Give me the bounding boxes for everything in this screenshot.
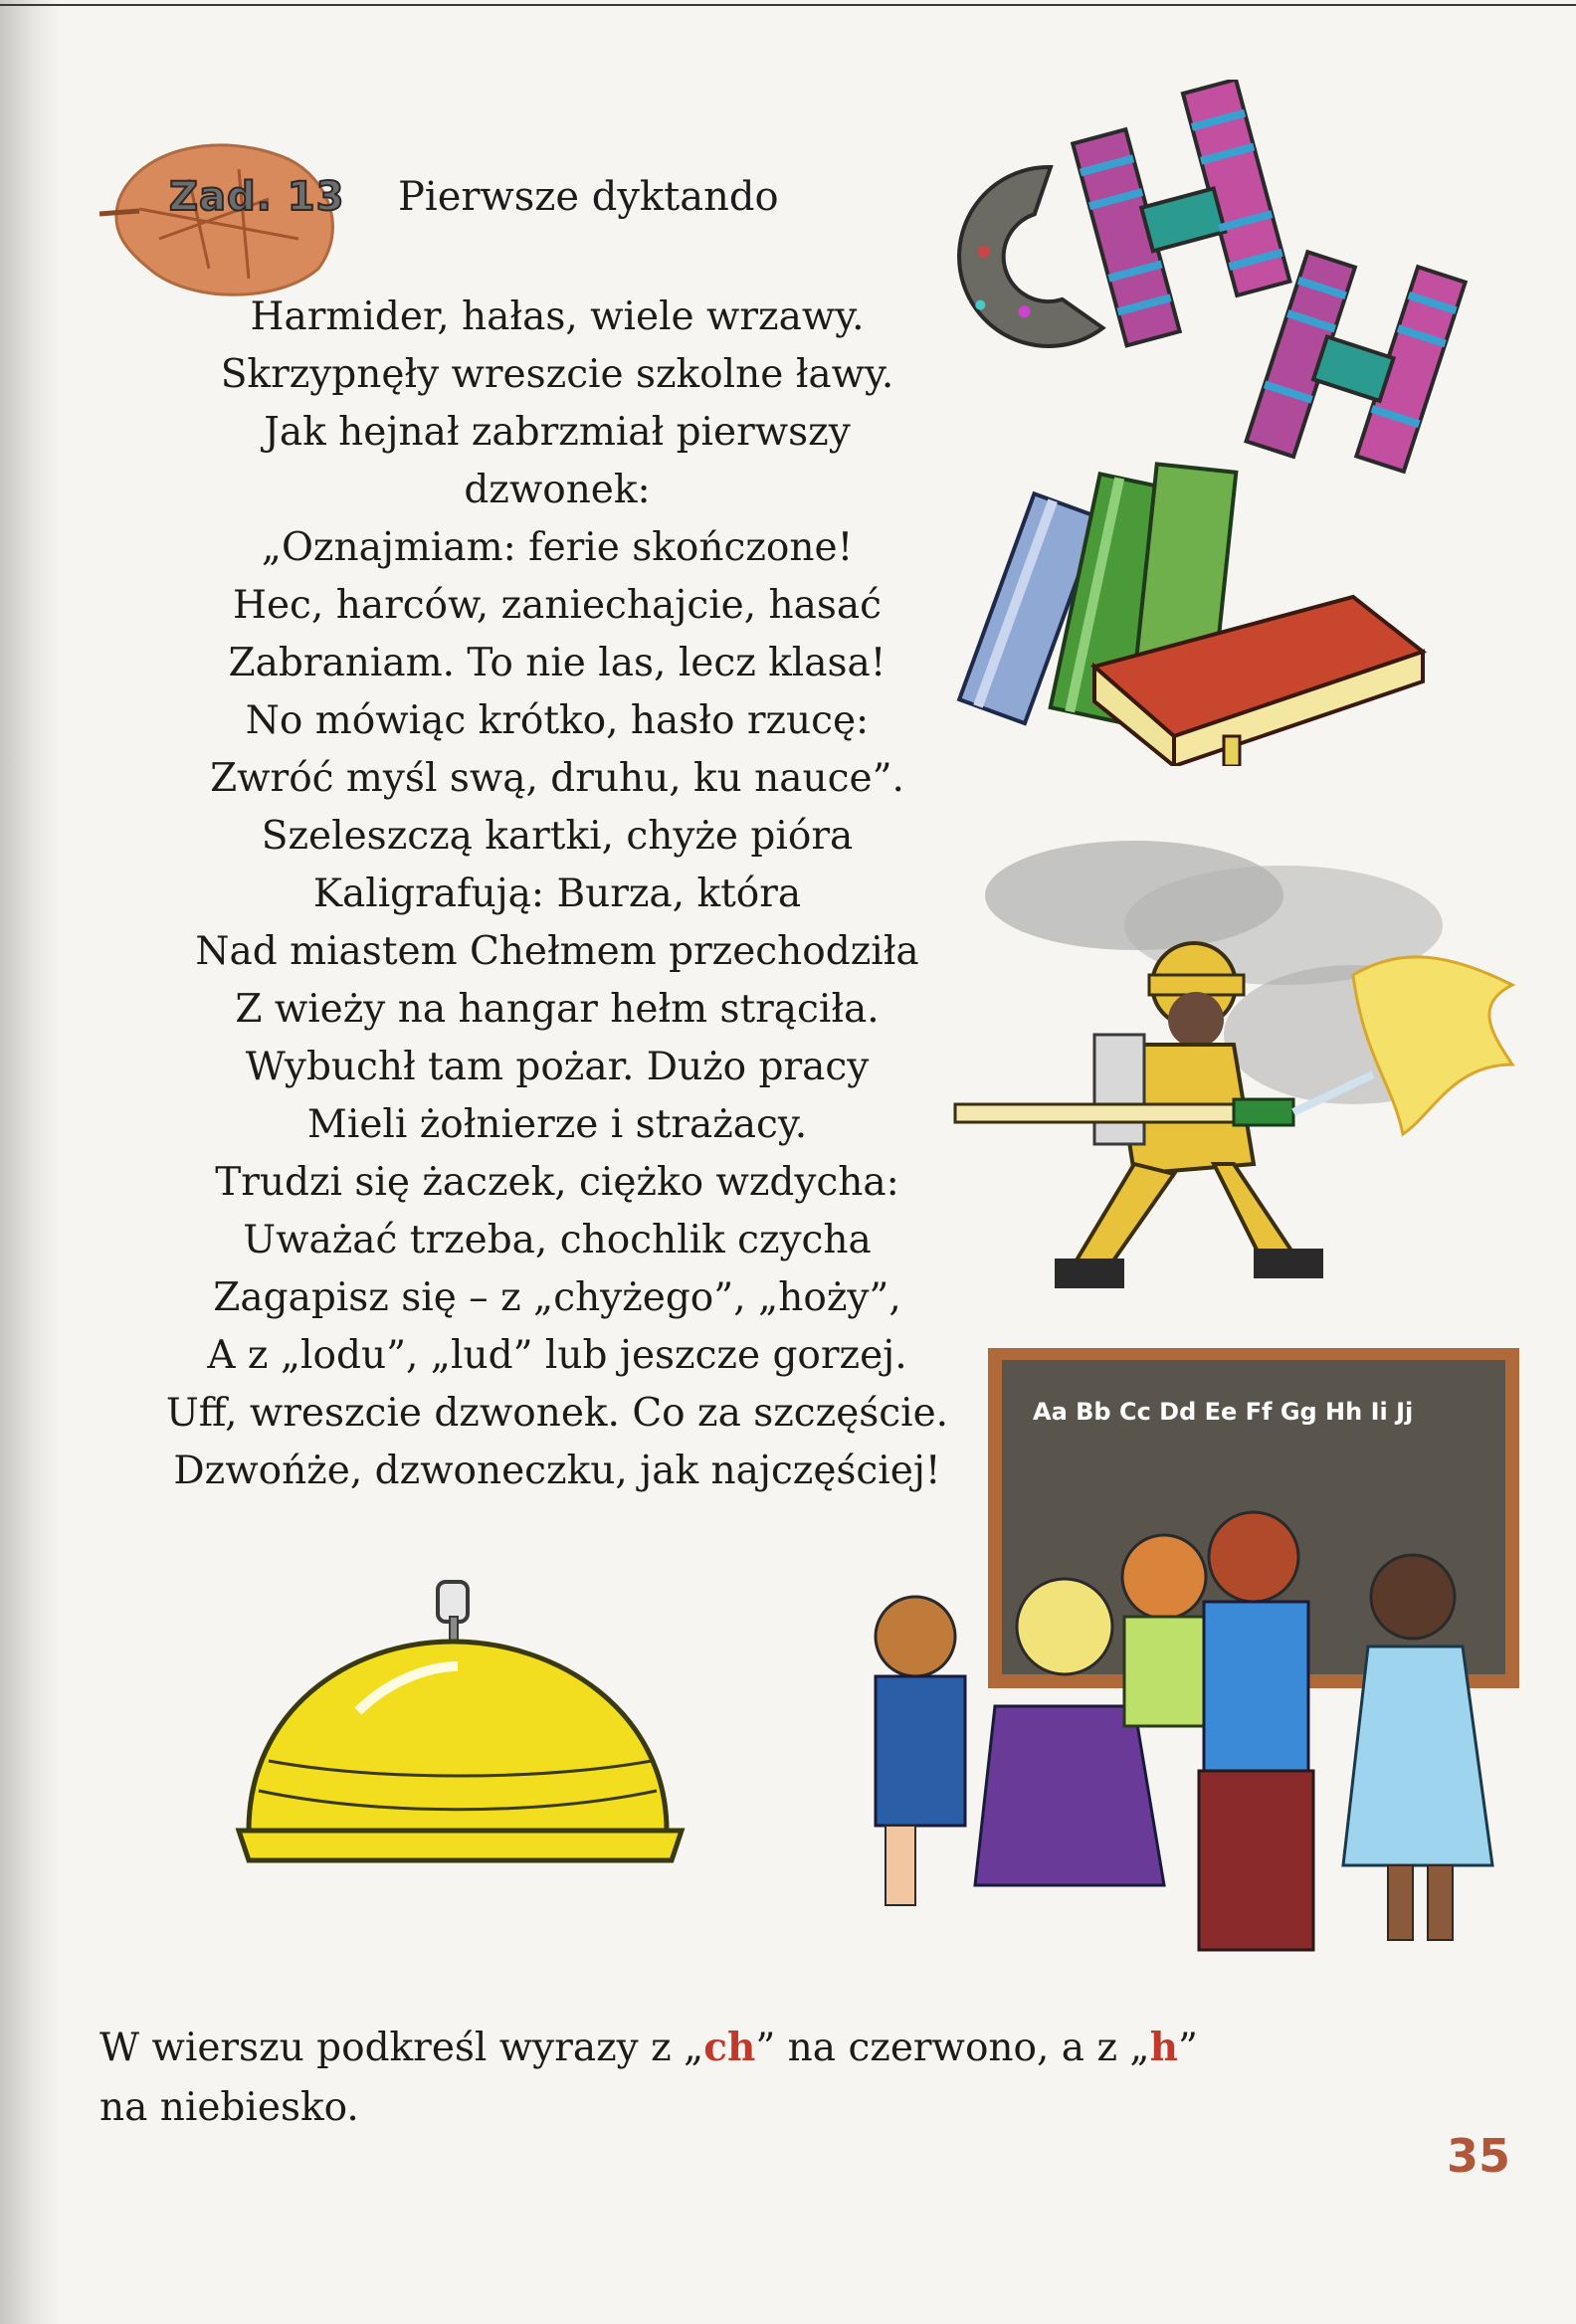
page-edge-shadow	[0, 0, 60, 2324]
instruction-h: h	[1149, 2025, 1178, 2070]
desk-bell-illustration	[229, 1562, 696, 1890]
poem-line: dzwonek:	[464, 468, 651, 512]
poem	[119, 289, 995, 1500]
instruction-ch: ch	[703, 2025, 756, 2070]
task-title: Pierwsze dyktando	[398, 174, 779, 220]
poem-line: Kaligrafują: Burza, która	[312, 872, 802, 916]
poem-line: Wybuchł tam pożar. Dużo pracy	[245, 1045, 870, 1089]
poem-line: No mówiąc krótko, hasło rzucę:	[245, 698, 870, 743]
books-illustration	[925, 438, 1443, 766]
poem-line: Skrzypnęły wreszcie szkolne ławy.	[220, 352, 894, 397]
instruction-text-4: na niebiesko.	[99, 2085, 359, 2130]
poem-line: „Oznajmiam: ferie skończone!	[261, 525, 854, 570]
poem-line: Trudzi się żaczek, ciężko wzdycha:	[215, 1160, 899, 1205]
page-number: 35	[1446, 2129, 1510, 2183]
poem-line: Mieli żołnierze i strażacy.	[306, 1102, 808, 1147]
poem-line: Uważać trzeba, chochlik czycha	[243, 1218, 872, 1262]
instruction-text-3: ”	[1177, 2026, 1198, 2070]
task-header	[99, 119, 816, 308]
poem-line: Zabraniam. To nie las, lecz klasa!	[228, 641, 886, 685]
instruction	[99, 2018, 1393, 2138]
poem-line: Szeleszczą kartki, chyże pióra	[261, 814, 854, 859]
poem-line: A z „lodu”, „lud” lub jeszcze gorzej.	[207, 1333, 907, 1378]
blackboard-children-illustration	[816, 1348, 1522, 1985]
top-border	[0, 4, 1576, 6]
firefighter-illustration	[935, 836, 1522, 1313]
task-number-badge: Zad. 13	[169, 174, 345, 220]
poem-line: Nad miastem Chełmem przechodziła	[195, 929, 919, 974]
poem-line: Z wieży na hangar hełm strąciła.	[235, 987, 880, 1032]
blackboard-alphabet: Aa Bb Cc Dd Ee Ff Gg Hh Ii Jj	[1033, 1398, 1414, 1426]
poem-line: Hec, harców, zaniechajcie, hasać	[232, 583, 883, 628]
poem-line: Dzwońże, dzwoneczku, jak najczęściej!	[173, 1449, 941, 1493]
poem-line: Zagapisz się – z „chyżego”, „hoży”,	[213, 1275, 901, 1320]
instruction-text-2: ” na czerwono, a z „	[755, 2026, 1150, 2070]
poem-line: Zwróć myśl swą, druhu, ku nauce”.	[210, 756, 904, 801]
poem-line: Jak hejnał zabrzmiał pierwszy	[264, 410, 851, 455]
instruction-text-1: W wierszu podkreśl wyrazy z „	[99, 2026, 704, 2070]
poem-line: Uff, wreszcie dzwonek. Co za szczęście.	[165, 1391, 949, 1436]
poem-line: Harmider, hałas, wiele wrzawy.	[250, 294, 865, 339]
letter-h-label: H	[1353, 507, 1354, 508]
